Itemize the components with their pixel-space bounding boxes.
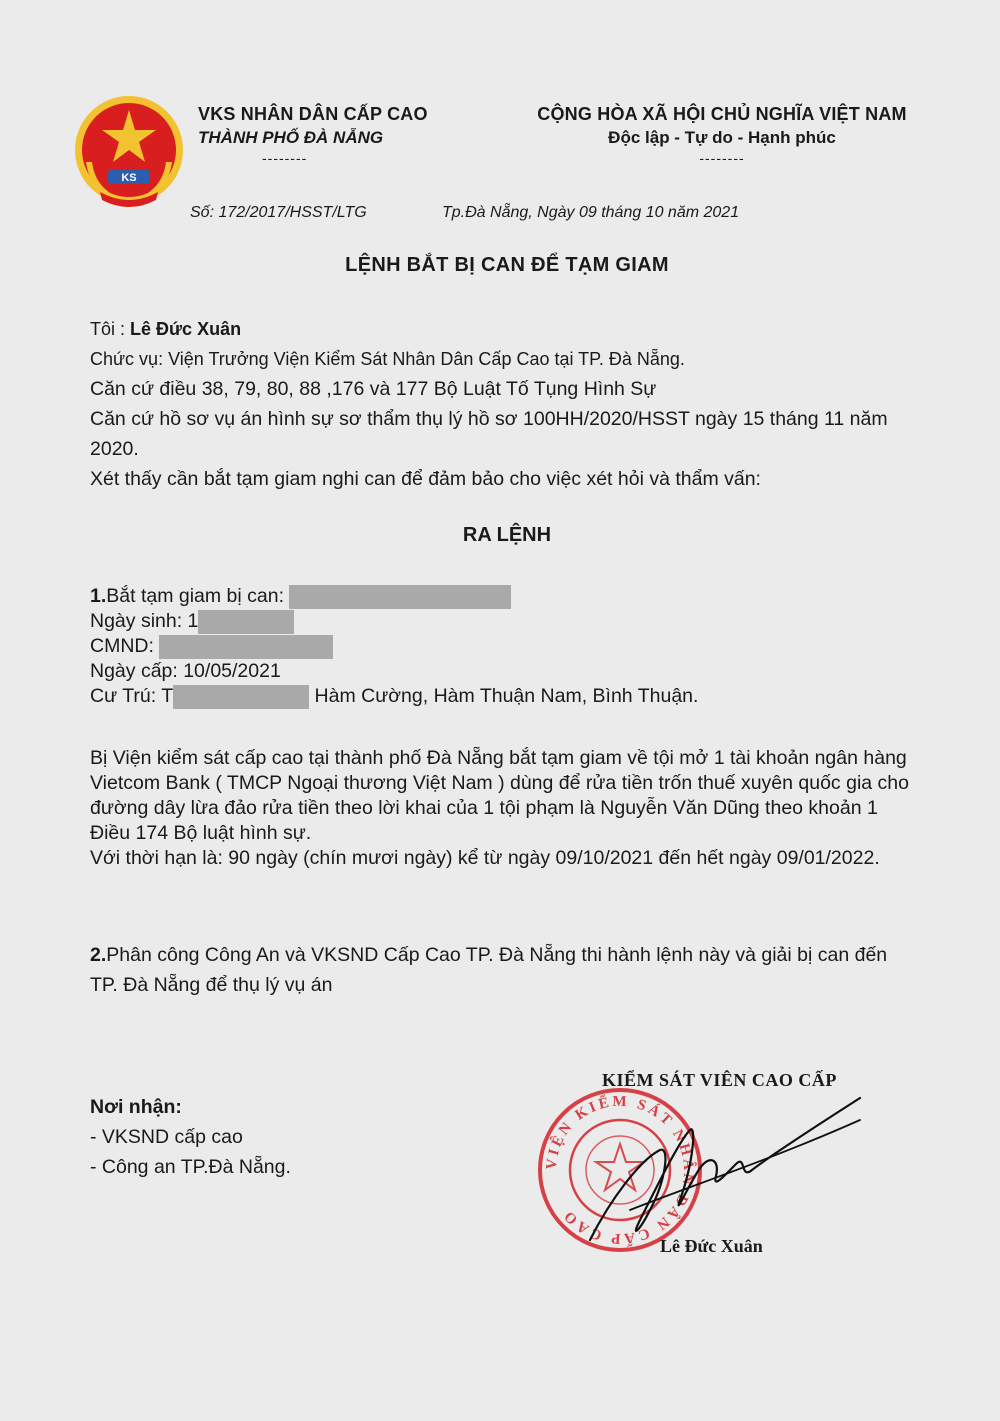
arrest-line	[90, 584, 920, 609]
order-heading: RA LỆNH	[462, 524, 552, 546]
agency-name: VKS NHÂN DÂN CẤP CAO	[198, 104, 428, 124]
issue-date: Tp.Đà Nẵng, Ngày 09 tháng 10 năm 2021	[442, 204, 740, 221]
recipient-item: - Công an TP.Đà Nẵng.	[90, 1156, 291, 1178]
id-line	[90, 634, 920, 659]
section-2-number: 2.	[90, 944, 107, 966]
redacted-dob	[198, 610, 294, 634]
term-text: Với thời hạn là: 90 ngày (chín mươi ngày) kể từ ngày 09/10/2021 đến hết ngày 09/01/2022.	[90, 847, 880, 869]
national-emblem-icon	[68, 92, 190, 214]
section-2-text: Phân công Công An và VKSND Cấp Cao TP. Đà Nẵng thi hành lệnh này và giải bị can đến TP. Đà Nẵng để thụ lý vụ án	[90, 944, 888, 996]
dob-line	[90, 609, 920, 634]
charge-text: Bị Viện kiểm sát cấp cao tại thành phố Đà Nẵng bắt tạm giam về tội mở 1 tài khoản ngân hàng Vietcom Bank ( TMCP Ngoại thương Việt Nam ) dùng để rửa tiền trốn thuế xuyên quốc gia cho đường dây lừa đảo rửa tiền theo lời khai của 1 tội phạm là Nguyễn Văn Dũng theo khoản 1 Điều 174 Bộ luật hình sự.	[90, 747, 909, 844]
handwritten-signature	[570, 1090, 870, 1260]
redacted-name	[289, 585, 511, 609]
agency-separator: --------	[262, 150, 308, 166]
arrest-label: Bắt tạm giam bị can:	[106, 585, 290, 607]
section-2	[90, 940, 920, 1000]
recipient-item: - VKSND cấp cao	[90, 1126, 243, 1148]
nation-separator: --------	[699, 150, 745, 166]
residence-label: Cư Trú: T	[90, 685, 174, 707]
svg-text:KS: KS	[121, 172, 137, 184]
agency-header	[198, 104, 438, 166]
signer-title: KIỂM SÁT VIÊN CAO CẤP	[602, 1070, 837, 1090]
redacted-address	[173, 685, 309, 709]
section-1-number: 1.	[90, 585, 107, 607]
seal-text: VIỆN KIỂM SÁT NHÂN DÂN CẤP CAO	[543, 1093, 697, 1247]
nation-motto: Độc lập - Tự do - Hạnh phúc	[608, 128, 836, 147]
redacted-id	[159, 635, 333, 659]
charge-paragraph	[90, 746, 920, 871]
intro-block	[90, 314, 920, 494]
issuer-name: Lê Đức Xuân	[130, 319, 242, 339]
issuer-label: Tôi :	[90, 319, 131, 339]
section-1	[90, 584, 920, 709]
id-label: CMND:	[90, 635, 160, 657]
legal-basis-2: Căn cứ hồ sơ vụ án hình sự sơ thẩm thụ lý hồ sơ 100HH/2020/HSST ngày 15 tháng 11 năm 2020.	[90, 408, 888, 460]
issued-line: Ngày cấp: 10/05/2021	[90, 660, 281, 682]
position-line: Chức vụ: Viện Trưởng Viện Kiểm Sát Nhân Dân Cấp Cao tại TP. Đà Nẵng.	[90, 349, 685, 369]
recipients-label: Nơi nhận:	[90, 1096, 182, 1118]
residence-rest: Hàm Cường, Hàm Thuận Nam, Bình Thuận.	[309, 685, 699, 707]
reference-number: Số: 172/2017/HSST/LTG	[190, 204, 367, 221]
agency-city: THÀNH PHỐ ĐÀ NẴNG	[198, 128, 384, 147]
legal-basis-1: Căn cứ điều 38, 79, 80, 88 ,176 và 177 Bộ Luật Tố Tụng Hình Sự	[90, 378, 657, 400]
consideration: Xét thấy cần bắt tạm giam nghi can để đảm bảo cho việc xét hỏi và thẩm vấn:	[90, 468, 761, 490]
issuer-line	[90, 314, 920, 344]
national-header	[522, 104, 922, 166]
signer-name: Lê Đức Xuân	[660, 1236, 763, 1256]
recipients	[90, 1092, 291, 1182]
nation-name: CỘNG HÒA XÃ HỘI CHỦ NGHĨA VIỆT NAM	[537, 104, 907, 124]
document-title: LỆNH BẮT BỊ CAN ĐỂ TẠM GIAM	[345, 254, 669, 276]
residence-line	[90, 684, 920, 709]
dob-label: Ngày sinh: 1	[90, 610, 199, 632]
